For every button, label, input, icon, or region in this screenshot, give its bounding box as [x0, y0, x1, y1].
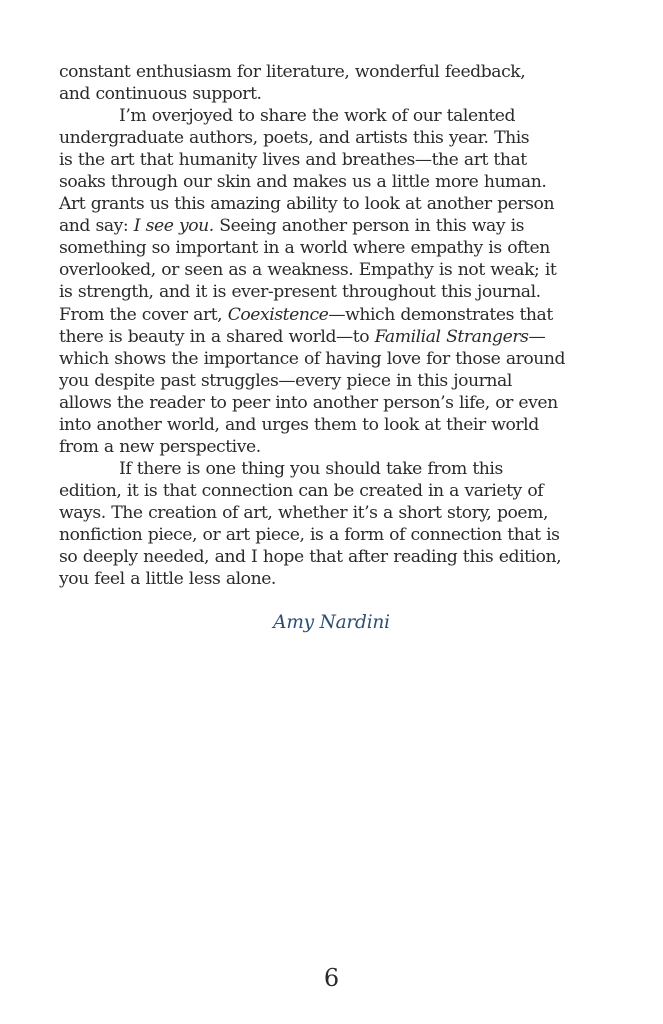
text-line — [59, 370, 607, 392]
text-line — [59, 259, 607, 281]
text-segment: Art grants us this amazing ability to look at another person — [59, 194, 555, 215]
text-segment: which shows the importance of having love for those around — [59, 348, 566, 369]
text-line — [59, 436, 607, 458]
author-signature: Amy Nardini — [273, 612, 390, 633]
text-segment: is the art that humanity lives and breathes—the art that — [59, 150, 527, 171]
text-segment: so deeply needed, and I hope that after reading this edition, — [59, 547, 562, 568]
text-segment: and say: — [59, 216, 134, 237]
text-line — [59, 304, 607, 326]
text-line — [59, 105, 607, 127]
text-line — [59, 392, 607, 414]
text-line — [59, 149, 607, 171]
text-segment: is strength, and it is ever-present throughout this journal. — [59, 282, 541, 303]
text-segment: Seeing another person in this way is — [213, 216, 525, 237]
text-segment: soaks through our skin and makes us a little more human. — [59, 172, 547, 193]
text-segment: — — [528, 326, 546, 347]
text-line — [59, 171, 607, 193]
text-line — [59, 480, 607, 502]
text-segment: and continuous support. — [59, 84, 262, 105]
body-text — [59, 61, 607, 590]
text-line — [59, 193, 607, 215]
text-line — [59, 281, 607, 303]
text-segment: there is beauty in a shared world—to — [59, 326, 375, 347]
text-line — [59, 348, 607, 370]
text-segment: from a new perspective. — [59, 436, 261, 457]
text-line — [59, 414, 607, 436]
page-number: 6 — [323, 964, 340, 992]
text-segment: From the cover art, — [59, 304, 228, 325]
text-segment: I’m overjoyed to share the work of our talented — [119, 106, 516, 127]
text-line — [59, 127, 607, 149]
text-segment: —which demonstrates that — [328, 304, 553, 325]
text-line — [59, 524, 607, 546]
text-line — [59, 326, 607, 348]
text-line — [59, 546, 607, 568]
text-segment: edition, it is that connection can be created in a variety of — [59, 480, 544, 501]
text-segment: ways. The creation of art, whether it’s a short story, poem, — [59, 502, 548, 523]
text-line — [59, 458, 607, 480]
text-segment: something so important in a world where empathy is often — [59, 238, 550, 259]
text-segment: overlooked, or seen as a weakness. Empathy is not weak; it — [59, 260, 557, 281]
italic-title: I see you. — [133, 216, 214, 237]
paragraph — [59, 105, 607, 458]
text-segment: undergraduate authors, poets, and artists this year. This — [59, 128, 530, 149]
italic-title: Familial Strangers — [374, 326, 529, 347]
italic-title: Coexistence — [227, 304, 329, 325]
text-segment: into another world, and urges them to look at their world — [59, 414, 539, 435]
text-line — [59, 568, 607, 590]
text-segment: nonfiction piece, or art piece, is a form of connection that is — [59, 524, 560, 545]
text-segment: If there is one thing you should take from this — [119, 458, 503, 479]
text-segment: you despite past struggles—every piece in this journal — [59, 370, 512, 391]
text-segment: constant enthusiasm for literature, wonderful feedback, — [59, 62, 526, 82]
text-line — [59, 237, 607, 259]
paragraph — [59, 458, 607, 590]
text-line — [59, 61, 607, 83]
paragraph — [59, 61, 607, 105]
text-line — [59, 83, 607, 105]
text-line — [59, 215, 607, 237]
text-segment: allows the reader to peer into another person’s life, or even — [59, 392, 558, 413]
text-segment: you feel a little less alone. — [59, 569, 276, 590]
text-line — [59, 502, 607, 524]
